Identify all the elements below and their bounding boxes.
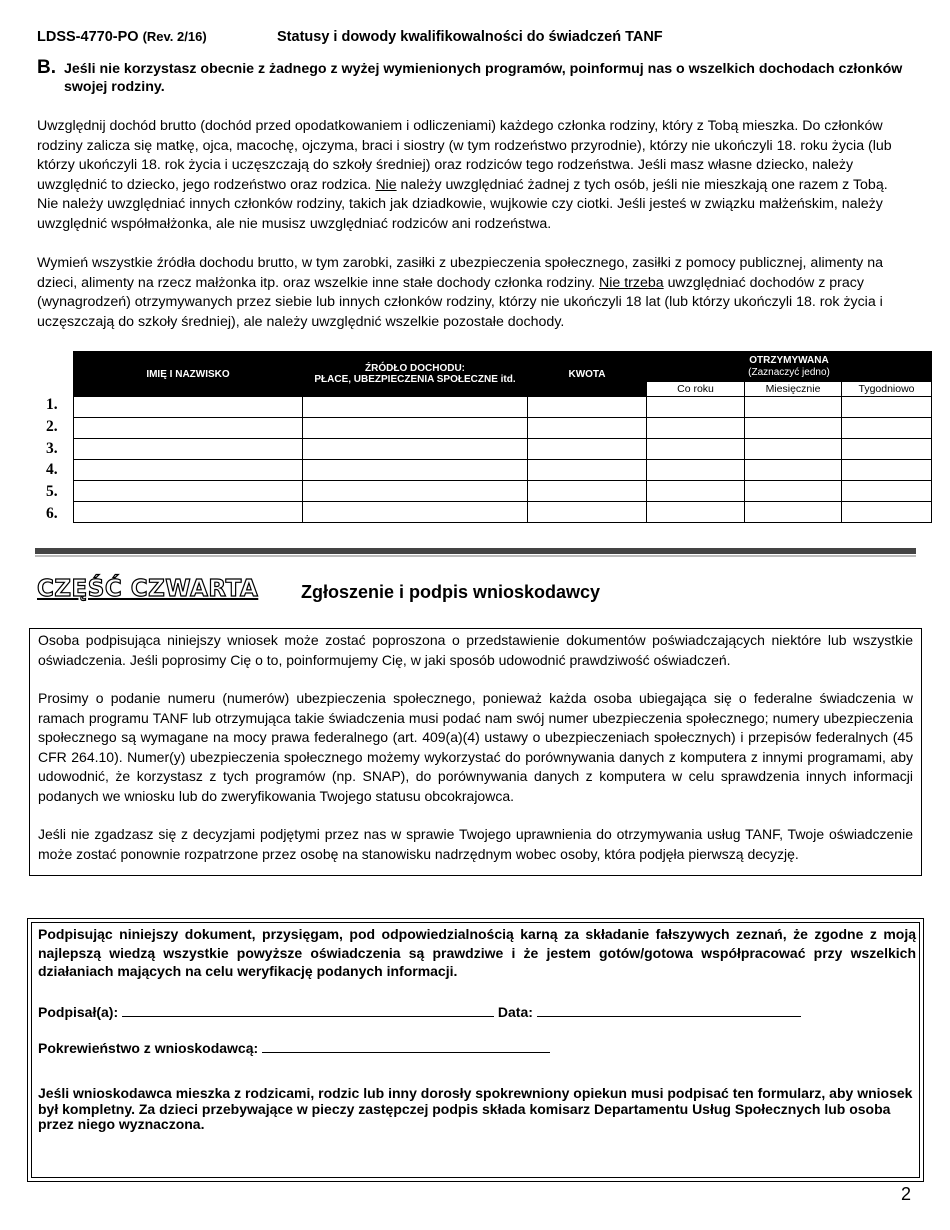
part-four-title: CZĘŚĆ CZWARTA: [37, 576, 259, 602]
para2-start: Wymień wszystkie źródła dochodu brutto, w tym zarobki, zasiłki z ubezpieczenia społecznego, zasiłki z pomocy publicznej, alimenty na dzieci, alimenty na rzecz małżonka itp. oraz wszelkie inne stałe dochody członka rodziny.: [37, 255, 883, 291]
header-yearly: Co roku: [647, 382, 745, 397]
amount-cell[interactable]: [528, 502, 647, 523]
section-divider: [35, 548, 916, 554]
section-b-heading: Jeśli nie korzystasz obecnie z żadnego z wyżej wymienionych programów, poinformuj nas o wszelkich dochodach członków swojej rodziny.: [64, 61, 903, 95]
row-number: 4.: [46, 461, 58, 478]
source-cell[interactable]: [303, 418, 528, 439]
weekly-cell[interactable]: [842, 460, 932, 481]
relation-line[interactable]: [262, 1040, 550, 1053]
para2-underlined: Nie trzeba: [598, 274, 664, 291]
para1-start: Uwzględnij dochód brutto (dochód przed opodatkowaniem i odliczeniami) każdego członka rodziny, który z Tobą mieszka. Do członków rodziny zalicza się matkę, ojca, macochę, ojczyma, braci i siostry (w tym rodzeństwo przyrodnie), którzy nie ukończyli 18. roku życia (lub którzy ukończyli 18. rok życia i uczęszczają do szkoły średniej) oraz rodziców tego rodzeństwa. Jeśli masz własne dziecko, należy uwzględnić to dziecko, jego rodzeństwo oraz rodzica.: [37, 118, 892, 193]
signature-line[interactable]: [122, 1004, 494, 1017]
yearly-cell[interactable]: [647, 502, 745, 523]
info-paragraph-2: Prosimy o podanie numeru (numerów) ubezpieczenia społecznego, ponieważ każda osoba ubiegająca się o federalne świadczenia w ramach programu TANF lub otrzymująca takie świadczenia musi podać nam swój numer ubezpieczenia społecznego; numery ubezpieczenia społecznego są wymagane na mocy prawa federalnego (art. 409(a)(4) ustawy o ubezpieczeniach społecznych) i przepisów federalnych (45 CFR 264.10). Numer(y) ubezpieczenia społecznego możemy wykorzystać do porównywania danych z komputera z innymi programami, aby udowodnić, że korzystasz z tych programów (np. SNAP), do porównywania danych z komputera w celu sprawdzenia innych informacji podanych we wniosku lub do zweryfikowania Twojego statusu obcokrajowca.: [38, 690, 913, 804]
amount-cell[interactable]: [528, 418, 647, 439]
section-b-paragraph-2: [37, 254, 897, 332]
date-line[interactable]: [537, 1004, 801, 1017]
monthly-cell[interactable]: [745, 460, 842, 481]
name-cell[interactable]: [74, 502, 303, 523]
part-four-subtitle: Zgłoszenie i podpis wnioskodawcy: [301, 582, 601, 602]
section-letter: B.: [37, 57, 56, 78]
name-cell[interactable]: [74, 481, 303, 502]
table-row: [74, 397, 932, 418]
row-number: 1.: [46, 396, 58, 413]
amount-cell[interactable]: [528, 460, 647, 481]
yearly-cell[interactable]: [647, 460, 745, 481]
para1-underlined: Nie: [375, 176, 397, 193]
amount-cell[interactable]: [528, 439, 647, 460]
oath-text: Podpisując niniejszy dokument, przysięgam, pod odpowiedzialnością karną za składanie fałszywych zeznań, że zgodne z moją najlepszą wiedzą wszystkie powyższe oświadczenia są prawdziwe i że jestem gotów/gotowa współpracować przy wszelkich działaniach mających na celu weryfikację podanych informacji.: [38, 926, 916, 979]
name-cell[interactable]: [74, 397, 303, 418]
monthly-cell[interactable]: [745, 481, 842, 502]
header-name: IMIĘ I NAZWISKO: [74, 352, 303, 397]
source-cell[interactable]: [303, 397, 528, 418]
signature-row: [38, 1003, 801, 1022]
yearly-cell[interactable]: [647, 481, 745, 502]
signature-box: [27, 918, 924, 1182]
name-cell[interactable]: [74, 460, 303, 481]
source-cell[interactable]: [303, 481, 528, 502]
signature-box-inner: [31, 922, 920, 1178]
form-code-number: LDSS-4770-PO: [37, 29, 139, 45]
yearly-cell[interactable]: [647, 397, 745, 418]
part-four-info-box: [29, 628, 922, 876]
monthly-cell[interactable]: [745, 439, 842, 460]
section-divider-shadow: [35, 555, 916, 557]
header-weekly: Tygodniowo: [842, 382, 932, 397]
table-row: [74, 460, 932, 481]
weekly-cell[interactable]: [842, 397, 932, 418]
row-number: 6.: [46, 505, 58, 522]
table-row: [74, 418, 932, 439]
header-amount: KWOTA: [528, 352, 647, 397]
weekly-cell[interactable]: [842, 418, 932, 439]
table-row: [74, 439, 932, 460]
weekly-cell[interactable]: [842, 481, 932, 502]
date-label: Data:: [497, 1004, 533, 1020]
row-number: 3.: [46, 440, 58, 457]
header-income-source: ŹRÓDŁO DOCHODU: PŁACE, UBEZPIECZENIA SPOŁECZNE itd.: [303, 352, 528, 397]
row-number: 5.: [46, 483, 58, 500]
yearly-cell[interactable]: [647, 418, 745, 439]
amount-cell[interactable]: [528, 481, 647, 502]
yearly-cell[interactable]: [647, 439, 745, 460]
form-code: [37, 29, 207, 45]
monthly-cell[interactable]: [745, 397, 842, 418]
form-revision: (Rev. 2/16): [142, 29, 207, 44]
info-paragraph-3: Jeśli nie zgadzasz się z decyzjami podjętymi przez nas w sprawie Twojego uprawnienia do otrzymywania usług TANF, Twoje oświadczenie może zostać ponownie rozpatrzone przez osobę na stanowisku nadrzędnym wobec osoby, która podjęła pierwszą decyzję.: [38, 826, 913, 862]
source-cell[interactable]: [303, 502, 528, 523]
header-monthly: Miesięcznie: [745, 382, 842, 397]
table-row: [74, 481, 932, 502]
source-cell[interactable]: [303, 439, 528, 460]
table-row: [74, 502, 932, 523]
signed-label: Podpisał(a):: [38, 1004, 119, 1020]
monthly-cell[interactable]: [745, 418, 842, 439]
weekly-cell[interactable]: [842, 502, 932, 523]
form-title: Statusy i dowody kwalifikowalności do świadczeń TANF: [277, 29, 663, 45]
section-b-paragraph-1: [37, 117, 897, 234]
monthly-cell[interactable]: [745, 502, 842, 523]
page-number: 2: [901, 1184, 912, 1204]
info-paragraph-1: Osoba podpisująca niniejszy wniosek może zostać poproszona o przedstawienie dokumentów poświadczających niektóre lub wszystkie oświadczenia. Jeśli poprosimy Cię o to, poinformujemy Cię, w jaki sposób udowodnić prawdziwość oświadczeń.: [38, 632, 913, 668]
income-table: [73, 351, 932, 523]
weekly-cell[interactable]: [842, 439, 932, 460]
header-received: OTRZYMYWANA (Zaznaczyć jedno): [647, 352, 932, 382]
name-cell[interactable]: [74, 439, 303, 460]
row-number: 2.: [46, 418, 58, 435]
amount-cell[interactable]: [528, 397, 647, 418]
relation-label: Pokrewieństwo z wnioskodawcą:: [38, 1040, 259, 1056]
para2-end: uwzględniać dochodów z pracy (wynagrodzeń) otrzymywanych przez siebie lub innych członków rodziny, którzy nie ukończyli 18 lat (lub którzy ukończyli 18. rok życia i uczęszczają do szkoły średniej), ale należy uwzględnić wszelkie pozostałe dochody.: [37, 274, 883, 330]
source-cell[interactable]: [303, 460, 528, 481]
relation-row: [38, 1039, 550, 1058]
name-cell[interactable]: [74, 418, 303, 439]
parent-signature-note: Jeśli wnioskodawca mieszka z rodzicami, rodzic lub inny dorosły spokrewniony opiekun musi podpisać ten formularz, aby wniosek był kompletny. Za dzieci przebywające w pieczy zastępczej podpis składa komisarz Departamentu Usług Społecznych lub osoba przez niego wyznaczona.: [38, 1085, 913, 1132]
para1-end: należy uwzględniać żadnej z tych osób, jeśli nie mieszkają one razem z Tobą. Nie należy uwzględniać innych członków rodziny, takich jak dziadkowie, wujkowie czy ciotki. Jeśli jesteś w związku małżeńskim, należy uwzględnić współmałżonka, ale nie musisz uwzględniać rodziców ani rodzeństwa.: [37, 176, 888, 232]
